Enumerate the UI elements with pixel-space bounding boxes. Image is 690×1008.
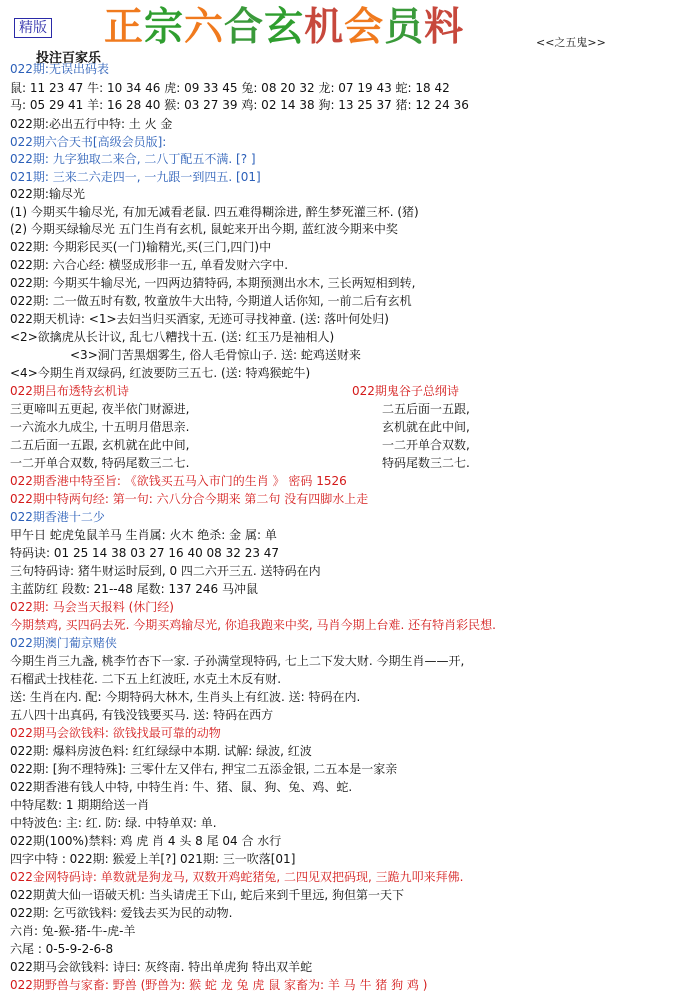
title-char: 料 — [424, 5, 465, 50]
text-line: 022期: 九字独取二来合, 二八丁配五不满. [? ] — [10, 152, 256, 166]
text-line: 022期香港有钱人中特, 中特生肖: 牛、猪、鼠、狗、兔、鸡、蛇. — [10, 780, 353, 794]
text-line: 022期六合天书[高级会员版]: — [10, 135, 167, 149]
text-line: 022期马会欲钱料: 诗曰: 灰终南. 特出单虎狗 特出双羊蛇 — [10, 960, 313, 974]
edition-badge: 精版 — [14, 18, 52, 38]
text-line: 送: 生肖在内. 配: 今期特码大林木, 生肖头上有红波. 送: 特码在内. — [10, 690, 361, 704]
text-line: 022期: 六合心经: 横竖成形非一五, 单看发财六字中. — [10, 258, 289, 272]
text-line: 022期澳门葡京赌侠 — [10, 636, 117, 650]
text-line: 中特波色: 主: 红. 防: 绿. 中特单双: 单. — [10, 816, 217, 830]
title-char: 正 — [104, 5, 145, 50]
poem-left-title: 022期吕布透特玄机诗 — [10, 384, 129, 398]
text-line: 022期: 爆料房波色料: 红红绿绿中本期. 试解: 绿波, 红波 — [10, 744, 312, 758]
text-line: 022期: 马会当天报料 (休门经) — [10, 600, 174, 614]
title-char: 宗 — [144, 5, 185, 50]
title-char: 合 — [224, 5, 265, 50]
text-line: 022期香港十二少 — [10, 510, 105, 524]
text-line: 四字中特 : 022期: 猴爱上羊[?] 021期: 三一吹落[01] — [10, 852, 296, 866]
title-char: 会 — [344, 5, 385, 50]
text-line: 022期: [狗不理特殊]: 三零什左又伴右, 押宝二五添金银, 二五本是一家亲 — [10, 762, 398, 776]
text-line: 022期:必出五行中特: 土 火 金 — [10, 117, 173, 131]
text-line: 022期: 今期买牛输尽光, 一四两边猜特码, 本期预测出水木, 三长两短相到转, — [10, 276, 416, 290]
text-line: 022期香港中特至旨: 《欲钱买五马入市门的生肖 》 密码 1526 — [10, 474, 347, 488]
text-line: 中特尾数: 1 期期给送一肖 — [10, 798, 150, 812]
text-line: (1) 今期买牛输尽光, 有加无减看老鼠. 四五难得糊涂进, 醉生梦死灌三杯. (猪) — [10, 205, 419, 219]
poem-right-line: 特码尾数三二七. — [382, 456, 470, 470]
text-line: 022金网特码诗: 单数就是狗龙马, 双数开鸡蛇猪兔, 二四见双把码现, 三跪九叩来拜佛. — [10, 870, 464, 884]
title-char: 机 — [304, 5, 345, 50]
text-line: 021期: 三来二六走四一, 一九跟一到四五. [01] — [10, 170, 261, 184]
poem-right-line: 二五后面一五跟, — [382, 402, 470, 416]
zodiac-numbers-row: 马: 05 29 41 羊: 16 28 40 猴: 03 27 39 鸡: 02 14 38 狗: 13 25 37 猪: 12 24 36 — [10, 98, 469, 112]
title-char: 玄 — [264, 5, 305, 50]
poem-right-title: 022期鬼谷子总纲诗 — [352, 384, 459, 398]
text-line: 今期禁鸡, 买四码去死. 今期买鸡输尽光, 你追我跑来中奖, 马肖今期上台难. 还有特肖彩民想. — [10, 618, 496, 632]
text-line: 022期:无误出码表 — [10, 62, 109, 76]
text-line: 三句特码诗: 猪牛财运时辰到, 0 四二六开三五. 送特码在内 — [10, 564, 321, 578]
text-line: 022期:输尽光 — [10, 187, 85, 201]
text-line: 022期野兽与家畜: 野兽 (野兽为: 猴 蛇 龙 兔 虎 鼠 家畜为: 羊 马 牛 猪 狗 鸡 ) — [10, 978, 428, 992]
text-line: 五八四十出真码, 有钱没钱要买马. 送: 特码在西方 — [10, 708, 274, 722]
poem-right-line: 玄机就在此中间, — [382, 420, 470, 434]
text-line: 主蓝防红 段数: 21--48 尾数: 137 246 马冲鼠 — [10, 582, 258, 596]
text-line: <2>欲擒虎从长计议, 乱七八糟找十五. (送: 红玉乃是袖相人) — [10, 330, 335, 344]
text-line: (2) 今期买绿输尽光 五门生肖有玄机, 鼠蛇来开出今期, 蓝红波今期来中奖 — [10, 222, 398, 236]
text-line: 022期(100%)禁料: 鸡 虎 肖 4 头 8 尾 04 合 水行 — [10, 834, 282, 848]
author-tag: <<之五鬼>> — [536, 36, 606, 49]
poem-left-line: 三更啼叫五更起, 夜半依门财源进, — [10, 402, 190, 416]
text-line: 022期: 乞丐欲钱料: 爱钱去买为民的动物. — [10, 906, 233, 920]
page-title — [104, 4, 464, 52]
text-line: 今期生肖三九盏, 桃李竹杏下一家. 子孙满堂现特码, 七上二下发大财. 今期生肖——开, — [10, 654, 465, 668]
text-line: 022期: 今期彩民买(一门)输精光,买(三门,四门)中 — [10, 240, 272, 254]
text-line: 022期中特两句经: 第一句: 六八分合今期来 第二句 没有四脚水上走 — [10, 492, 369, 506]
zodiac-numbers-row: 鼠: 11 23 47 牛: 10 34 46 虎: 09 33 45 兔: 08 20 32 龙: 07 19 43 蛇: 18 42 — [10, 81, 450, 95]
text-line: <4>今期生肖双绿码, 红波要防三五七. (送: 特鸡猴蛇牛) — [10, 366, 311, 380]
text-line: 石榴武士找桂花. 二下五上红波旺, 水克土木反有财. — [10, 672, 282, 686]
poem-left-line: 一二开单合双数, 特码尾数三二七. — [10, 456, 190, 470]
poem-left-line: 二五后面一五跟, 玄机就在此中间, — [10, 438, 190, 452]
text-line: 022期马会欲钱料: 欲钱找最可靠的动物 — [10, 726, 221, 740]
subtitle: 投注百家乐 — [36, 51, 102, 66]
title-char: 六 — [184, 5, 225, 50]
text-line: 022期天机诗: <1>去妇当归买酒家, 无迹可寻找神童. (送: 落叶何处归) — [10, 312, 389, 326]
text-line: <3>洞门苦黑烟雾生, 俗人毛骨惊山子. 送: 蛇鸡送财来 — [70, 348, 361, 362]
text-line: 特码诀: 01 25 14 38 03 27 16 40 08 32 23 47 — [10, 546, 280, 560]
text-line: 六肖: 兔-猴-猪-牛-虎-羊 — [10, 924, 136, 938]
poem-left-line: 一六流水九成尘, 十五明月借思亲. — [10, 420, 190, 434]
title-char: 员 — [384, 5, 425, 50]
text-line: 六尾 : 0-5-9-2-6-8 — [10, 942, 114, 956]
text-line: 甲午日 蛇虎兔鼠羊马 生肖属: 火木 绝杀: 金 属: 单 — [10, 528, 277, 542]
text-line: 022期: 二一做五时有数, 牧童放牛大出特, 今期道人话你知, 一前二后有玄机 — [10, 294, 412, 308]
text-line: 022期黄大仙一语破天机: 当头请虎王下山, 蛇后来到千里远, 狗但第一天下 — [10, 888, 405, 902]
poem-right-line: 一二开单合双数, — [382, 438, 470, 452]
